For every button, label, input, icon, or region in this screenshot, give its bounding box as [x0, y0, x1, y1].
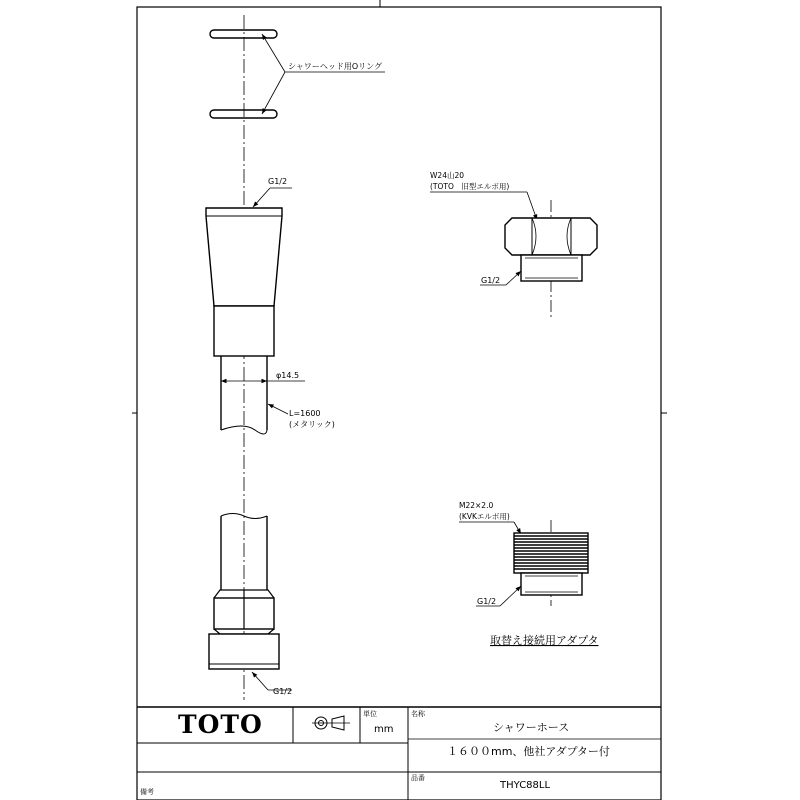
toto-note-label: (TOTO 旧型エルボ用) — [430, 182, 510, 191]
kvk-leader — [514, 522, 521, 534]
head-fitting-cone — [206, 208, 282, 306]
remarks-label: 備考 — [140, 788, 154, 796]
kvk-thread-label: M22×2.0 — [459, 501, 494, 510]
oring-leader-2 — [262, 72, 285, 114]
unit-label: 単位 — [363, 710, 377, 718]
drawing-frame — [137, 7, 661, 800]
toto-adapter-thread — [521, 255, 582, 281]
oring-label: シャワーヘッド用Oリング — [288, 62, 382, 71]
g1-head-leader — [253, 188, 270, 207]
length-label: L=1600 — [289, 409, 321, 418]
length-note-label: (メタリック) — [289, 420, 335, 429]
oring-top-icon — [210, 30, 277, 38]
dia-label: φ14.5 — [276, 371, 300, 380]
g1-bottom-label: G1/2 — [273, 687, 293, 696]
hose-upper-break — [221, 426, 267, 434]
head-fitting-sleeve — [214, 306, 274, 356]
toto-g1-leader — [506, 271, 521, 285]
toto-g1-label: G1/2 — [481, 276, 501, 285]
kvk-g1-label: G1/2 — [477, 597, 497, 606]
brand-logo: TOTO — [178, 710, 263, 739]
g1-head-label: G1/2 — [268, 177, 288, 186]
adapter-caption: 取替え接続用アダプタ — [490, 634, 599, 647]
oring-leader-1 — [262, 34, 285, 72]
toto-adapter-hex — [505, 218, 597, 255]
kvk-note-label: (KVKエルボ用) — [459, 512, 510, 521]
product-spec: １６００mm、他社アダプター付 — [447, 745, 610, 758]
g1-bottom-leader — [252, 672, 268, 690]
product-name: シャワーホース — [493, 721, 570, 734]
third-angle-projection-icon — [312, 716, 350, 730]
length-leader — [268, 404, 288, 414]
kvk-g1-leader — [500, 586, 521, 606]
toto-leader — [527, 192, 537, 220]
toto-thread-label: W24山20 — [430, 171, 465, 180]
oring-bottom-icon — [210, 110, 277, 118]
part-label: 品番 — [411, 774, 425, 782]
name-label: 名称 — [411, 710, 425, 718]
part-number: THYC88LL — [500, 780, 551, 791]
unit-value: mm — [374, 724, 394, 735]
